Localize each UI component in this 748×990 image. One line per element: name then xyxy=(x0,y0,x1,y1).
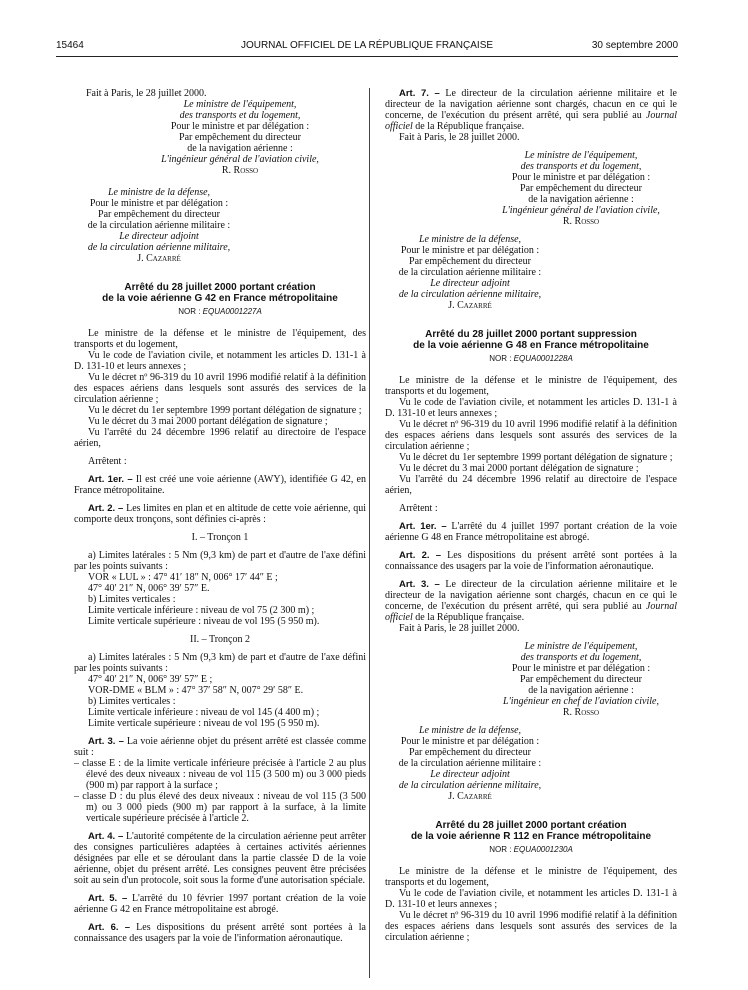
vertical-limits: b) Limites verticales : xyxy=(88,696,176,707)
signature-line: Pour le ministre et par délégation : xyxy=(400,736,540,747)
signature-block-equipement xyxy=(485,150,677,227)
arretent-heading: Arrêtent : xyxy=(88,456,127,467)
signature-line: Le ministre de la défense, xyxy=(418,234,522,245)
arrete-title: Arrêté du 28 juillet 2000 portant suppression xyxy=(425,329,637,340)
article-6: Art. 6. – Les dispositions du présent arrêté sont portées à la connaissance des usagers par la voie de l'information aéronautique. xyxy=(74,922,366,944)
signature-line: des transports et du logement, xyxy=(520,652,642,663)
vertical-limits: b) Limites verticales : xyxy=(88,594,176,605)
arrete-title: de la voie aérienne R 112 en France métropolitaine xyxy=(410,831,652,842)
page-header xyxy=(56,40,678,54)
lateral-limits: a) Limites latérales : 5 Nm (9,3 km) de part et d'autre de l'axe défini par les points suivants : xyxy=(74,652,366,674)
signature-line: L'ingénieur général de l'aviation civile, xyxy=(161,154,319,165)
article-3: Art. 3. – Le directeur de la circulation aérienne militaire et le directeur de la navigation aérienne sont chargés, chacun en ce qui le concerne, de l'exécution du présent arrêté, qui sera publié au Journal officiel de la République française. xyxy=(385,579,678,623)
signature-line: Le ministre de l'équipement, xyxy=(183,99,297,110)
visa: Vu le code de l'aviation civile, et notamment les articles D. 131-1 à D. 131-10 et leurs annexes ; xyxy=(74,350,366,372)
signature-block-defense xyxy=(385,725,555,802)
class-item: – classe E : de la limite verticale inférieure précisée à l'article 2 au plus élevé des deux niveaux : niveau de vol 115 (3 500 m) ou 3 000 pieds (900 m) par rapport à la surface ; xyxy=(74,758,366,791)
signature-line: Par empêchement du directeur xyxy=(409,747,531,758)
signature-line: Le directeur adjoint xyxy=(119,231,199,242)
left-column xyxy=(74,88,366,944)
visa: Vu le décret nº 96-319 du 10 avril 1996 modifié relatif à la définition des espaces aériens dans lesquels sont assurés des services de la circulation aérienne ; xyxy=(385,910,677,943)
visa: Vu le décret du 1er septembre 1999 portant délégation de signature ; xyxy=(88,405,362,416)
signatory-name: R. Rosso xyxy=(562,216,600,227)
signature-lines xyxy=(114,99,366,176)
visa: Vu le décret nº 96-319 du 10 avril 1996 modifié relatif à la définition des espaces aériens dans lesquels sont assurés des services de la circulation aérienne ; xyxy=(74,372,366,405)
signature-line: Par empêchement du directeur xyxy=(520,674,642,685)
signature-line: de la circulation aérienne militaire, xyxy=(398,780,542,791)
arrete-title: de la voie aérienne G 48 en France métropolitaine xyxy=(413,340,649,351)
article-2: Art. 2. – Les limites en plan et en altitude de cette voie aérienne, qui comporte deux tronçons, sont définies ci-après : xyxy=(74,503,366,525)
nor-reference: NOR : EQUA0001227A xyxy=(178,307,262,316)
signatory-name: J. Cazarré xyxy=(448,791,492,802)
right-column xyxy=(385,88,677,943)
header-rule xyxy=(56,56,678,57)
signature-line: Pour le ministre et par délégation : xyxy=(511,663,651,674)
article-5: Art. 5. – L'arrêté du 10 février 1997 portant création de la voie aérienne G 42 en France métropolitaine est abrogé. xyxy=(74,893,366,915)
article-1: Art. 1er. – L'arrêté du 4 juillet 1997 portant création de la voie aérienne G 48 en France métropolitaine est abrogé. xyxy=(385,521,677,543)
upper-limit: Limite verticale supérieure : niveau de vol 195 (5 950 m). xyxy=(88,616,320,627)
nor-reference: NOR : EQUA0001230A xyxy=(489,845,573,854)
signature-block-equipement xyxy=(485,641,677,718)
signature-line: L'ingénieur général de l'aviation civile, xyxy=(502,205,660,216)
visa: Vu l'arrêté du 24 décembre 1996 relatif au directoire de l'espace aérien, xyxy=(74,427,366,449)
signature-line: de la navigation aérienne : xyxy=(528,685,634,696)
signature-line: des transports et du logement, xyxy=(520,161,642,172)
upper-limit: Limite verticale supérieure : niveau de vol 195 (5 950 m). xyxy=(88,718,320,729)
nor-reference: NOR : EQUA0001228A xyxy=(489,354,573,363)
signature-line: Le directeur adjoint xyxy=(430,769,510,780)
signature-line: Pour le ministre et par délégation : xyxy=(170,121,310,132)
signatory-name: J. Cazarré xyxy=(137,253,181,264)
article-3: Art. 3. – La voie aérienne objet du présent arrêté est classée comme suit : xyxy=(74,736,367,758)
lower-limit: Limite verticale inférieure : niveau de vol 75 (2 300 m) ; xyxy=(88,605,315,616)
signature-block-defense xyxy=(385,234,555,311)
visa: Vu l'arrêté du 24 décembre 1996 relatif au directoire de l'espace aérien, xyxy=(385,474,677,496)
preamble: Le ministre de la défense et le ministre de l'équipement, des transports et du logement, xyxy=(385,375,677,397)
signature-line: de la navigation aérienne : xyxy=(528,194,634,205)
signature-place-date: Fait à Paris, le 28 juillet 2000. xyxy=(86,88,207,99)
signature-line: des transports et du logement, xyxy=(179,110,301,121)
waypoint: 47° 40′ 21″ N, 006° 39′ 57″ E ; xyxy=(88,674,213,685)
section-heading: I. – Tronçon 1 xyxy=(191,532,249,543)
visa: Vu le code de l'aviation civile, et notamment les articles D. 131-1 à D. 131-10 et leurs annexes ; xyxy=(385,397,677,419)
signature-line: Par empêchement du directeur xyxy=(98,209,220,220)
journal-title: JOURNAL OFFICIEL DE LA RÉPUBLIQUE FRANÇAISE xyxy=(240,40,494,51)
signatory-name: R. Rosso xyxy=(562,707,600,718)
signature-line: Le ministre de l'équipement, xyxy=(524,150,638,161)
waypoint: 47° 40′ 21″ N, 006° 39′ 57″ E. xyxy=(88,583,210,594)
signature-line: Le ministre de la défense, xyxy=(418,725,522,736)
class-item: – classe D : du plus élevé des deux niveaux : niveau de vol 115 (3 500 m) ou 3 000 pieds (900 m) par rapport à la surface, à la limite verticale supérieure précisée à l'article 2. xyxy=(74,791,366,824)
signature-line: de la circulation aérienne militaire : xyxy=(398,758,542,769)
section-heading: II. – Tronçon 2 xyxy=(189,634,250,645)
signature-line: Le directeur adjoint xyxy=(430,278,510,289)
signature-line: Pour le ministre et par délégation : xyxy=(400,245,540,256)
signature-line: Pour le ministre et par délégation : xyxy=(511,172,651,183)
article-1: Art. 1er. – Il est créé une voie aérienne (AWY), identifiée G 42, en France métropolitaine. xyxy=(74,474,366,496)
waypoint: VOR « LUL » : 47° 41′ 18″ N, 006° 17′ 44″ E ; xyxy=(88,572,278,583)
article-2: Art. 2. – Les dispositions du présent arrêté sont portées à la connaissance des usagers par la voie de l'information aéronautique. xyxy=(385,550,677,572)
signature-line: de la circulation aérienne militaire, xyxy=(87,242,231,253)
article-7: Art. 7. – Le directeur de la circulation aérienne militaire et le directeur de la navigation aérienne sont chargés, chacun en ce qui le concerne, de l'exécution du présent arrêté, qui sera publié au Journal officiel de la République française. xyxy=(385,88,678,132)
waypoint: VOR-DME « BLM » : 47° 37′ 58″ N, 007° 29′ 58″ E. xyxy=(88,685,304,696)
signature-block-defense xyxy=(74,187,244,264)
preamble: Le ministre de la défense et le ministre de l'équipement, des transports et du logement, xyxy=(385,866,677,888)
signature-line: L'ingénieur en chef de l'aviation civile, xyxy=(503,696,659,707)
article-4: Art. 4. – L'autorité compétente de la circulation aérienne peut arrêter des consignes particulières adaptées à certaines activités aériennes désignées par elle et se déroulant dans la partie classée D de la voie aérienne, objet du présent arrêté. Les consignes peuvent être précisées soit au sein d'un protocole, soit sous la forme d'une autorisation spéciale. xyxy=(74,831,366,886)
signature-line: Par empêchement du directeur xyxy=(409,256,531,267)
lateral-limits: a) Limites latérales : 5 Nm (9,3 km) de part et d'autre de l'axe défini par les points suivants : xyxy=(74,550,366,572)
page-number: 15464 xyxy=(56,40,84,51)
signatory-name: R. Rosso xyxy=(221,165,259,176)
column-divider xyxy=(369,88,370,978)
signature-line: Pour le ministre et par délégation : xyxy=(89,198,229,209)
preamble: Le ministre de la défense et le ministre de l'équipement, des transports et du logement, xyxy=(74,328,366,350)
signature-line: Le ministre de la défense, xyxy=(107,187,211,198)
visa: Vu le décret du 1er septembre 1999 portant délégation de signature ; xyxy=(399,452,673,463)
signature-place-date: Fait à Paris, le 28 juillet 2000. xyxy=(399,623,520,634)
issue-date: 30 septembre 2000 xyxy=(591,40,678,51)
arrete-title: Arrêté du 28 juillet 2000 portant création xyxy=(124,282,316,293)
arrete-title: de la voie aérienne G 42 en France métropolitaine xyxy=(102,293,338,304)
signature-line: Le ministre de l'équipement, xyxy=(524,641,638,652)
visa: Vu le décret du 3 mai 2000 portant délégation de signature ; xyxy=(399,463,639,474)
signature-line: Par empêchement du directeur xyxy=(520,183,642,194)
signature-line: de la circulation aérienne militaire : xyxy=(87,220,231,231)
signatory-name: J. Cazarré xyxy=(448,300,492,311)
signature-block-equipement xyxy=(86,88,366,99)
visa: Vu le décret nº 96-319 du 10 avril 1996 modifié relatif à la définition des espaces aériens dans lesquels sont assurés des services de la circulation aérienne ; xyxy=(385,419,677,452)
visa: Vu le décret du 3 mai 2000 portant délégation de signature ; xyxy=(88,416,328,427)
arretent-heading: Arrêtent : xyxy=(399,503,438,514)
signature-line: Par empêchement du directeur xyxy=(179,132,301,143)
arrete-title: Arrêté du 28 juillet 2000 portant création xyxy=(435,820,627,831)
signature-line: de la circulation aérienne militaire, xyxy=(398,289,542,300)
visa: Vu le code de l'aviation civile, et notamment les articles D. 131-1 à D. 131-10 et leurs annexes ; xyxy=(385,888,677,910)
signature-place-date: Fait à Paris, le 28 juillet 2000. xyxy=(399,132,520,143)
signature-line: de la navigation aérienne : xyxy=(187,143,293,154)
lower-limit: Limite verticale inférieure : niveau de vol 145 (4 400 m) ; xyxy=(88,707,320,718)
signature-line: de la circulation aérienne militaire : xyxy=(398,267,542,278)
